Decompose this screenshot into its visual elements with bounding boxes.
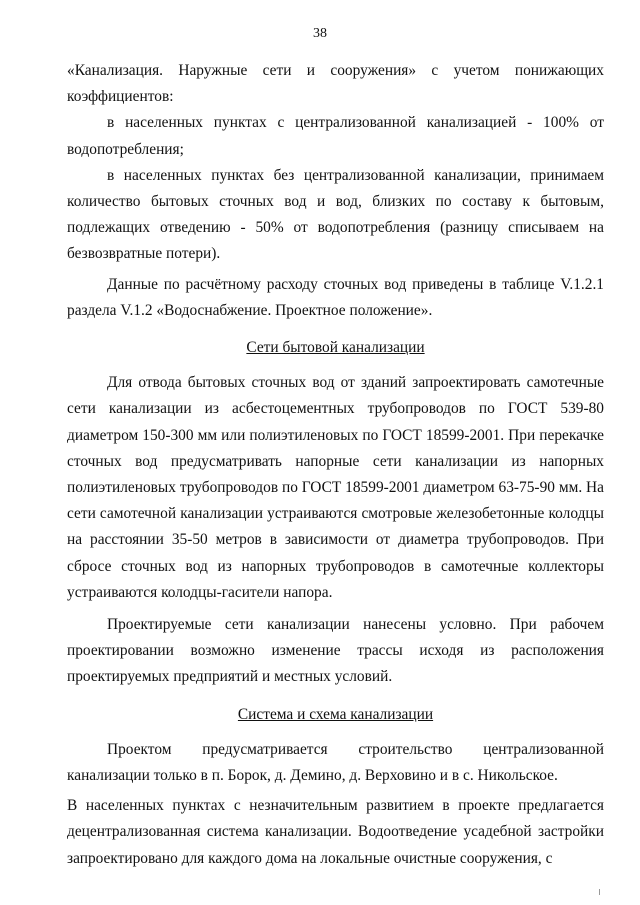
paragraph-household-2: Проектируемые сети канализации нанесены условно. При рабочем проектировании возможно изменение трассы исходя из расположения проектируемых предприятий и местных условий. <box>67 616 604 686</box>
paragraph-intro-3: в населенных пунктах без централизованной канализации, принимаем количество бытовых сточных вод и вод, близких по составу к бытовым, подлежащих отведению - 50% от водопотребления (разницу списываем на безвозвратные потери). <box>67 166 604 263</box>
scan-mark <box>599 889 600 895</box>
paragraph-intro-1: «Канализация. Наружные сети и сооружения» с учетом понижающих коэффициентов: <box>67 62 604 106</box>
section-heading-sewerage-system: Система и схема канализации <box>237 705 434 723</box>
paragraph-system-2: В населенных пунктах с незначительным развитием в проекте предлагается децентрализованная система канализации. Водоотведение усадебной застройки запроектировано для каждого дома на локальные очистные сооружения, с <box>67 797 604 867</box>
section-heading-household-sewerage: Сети бытовой канализации <box>246 339 425 357</box>
paragraph-intro-4: Данные по расчётному расходу сточных вод приведены в таблице V.1.2.1 раздела V.1.2 «Водоснабжение. Проектное положение». <box>67 275 604 319</box>
page-number: 38 <box>313 26 327 41</box>
paragraph-system-1: Проектом предусматривается строительство централизованной канализации только в п. Борок, д. Демино, д. Верховино и в с. Никольское. <box>67 740 604 785</box>
document-body <box>67 58 604 872</box>
paragraph-household-1: Для отвода бытовых сточных вод от зданий запроектировать самотечные сети канализации из асбестоцементных трубопроводов по ГОСТ 539-80 диаметром 150-300 мм или полиэтиленовых по ГОСТ 18599-2001. При перекачке сточных вод предусматривать напорные сети канализации из напорных полиэтиленовых трубопроводов по ГОСТ 18599-2001 диаметром 63-75-90 мм. На сети самотечной канализации устраиваются смотровые железобетонные колодцы на расстоянии 35-50 метров в зависимости от диаметра трубопроводов. При сбросе сточных вод из напорных трубопроводов в самотечные коллекторы устраиваются колодцы-гасители напора. <box>67 374 604 601</box>
paragraph-intro-2: в населенных пунктах с централизованной канализацией - 100% от водопотребления; <box>67 114 604 158</box>
